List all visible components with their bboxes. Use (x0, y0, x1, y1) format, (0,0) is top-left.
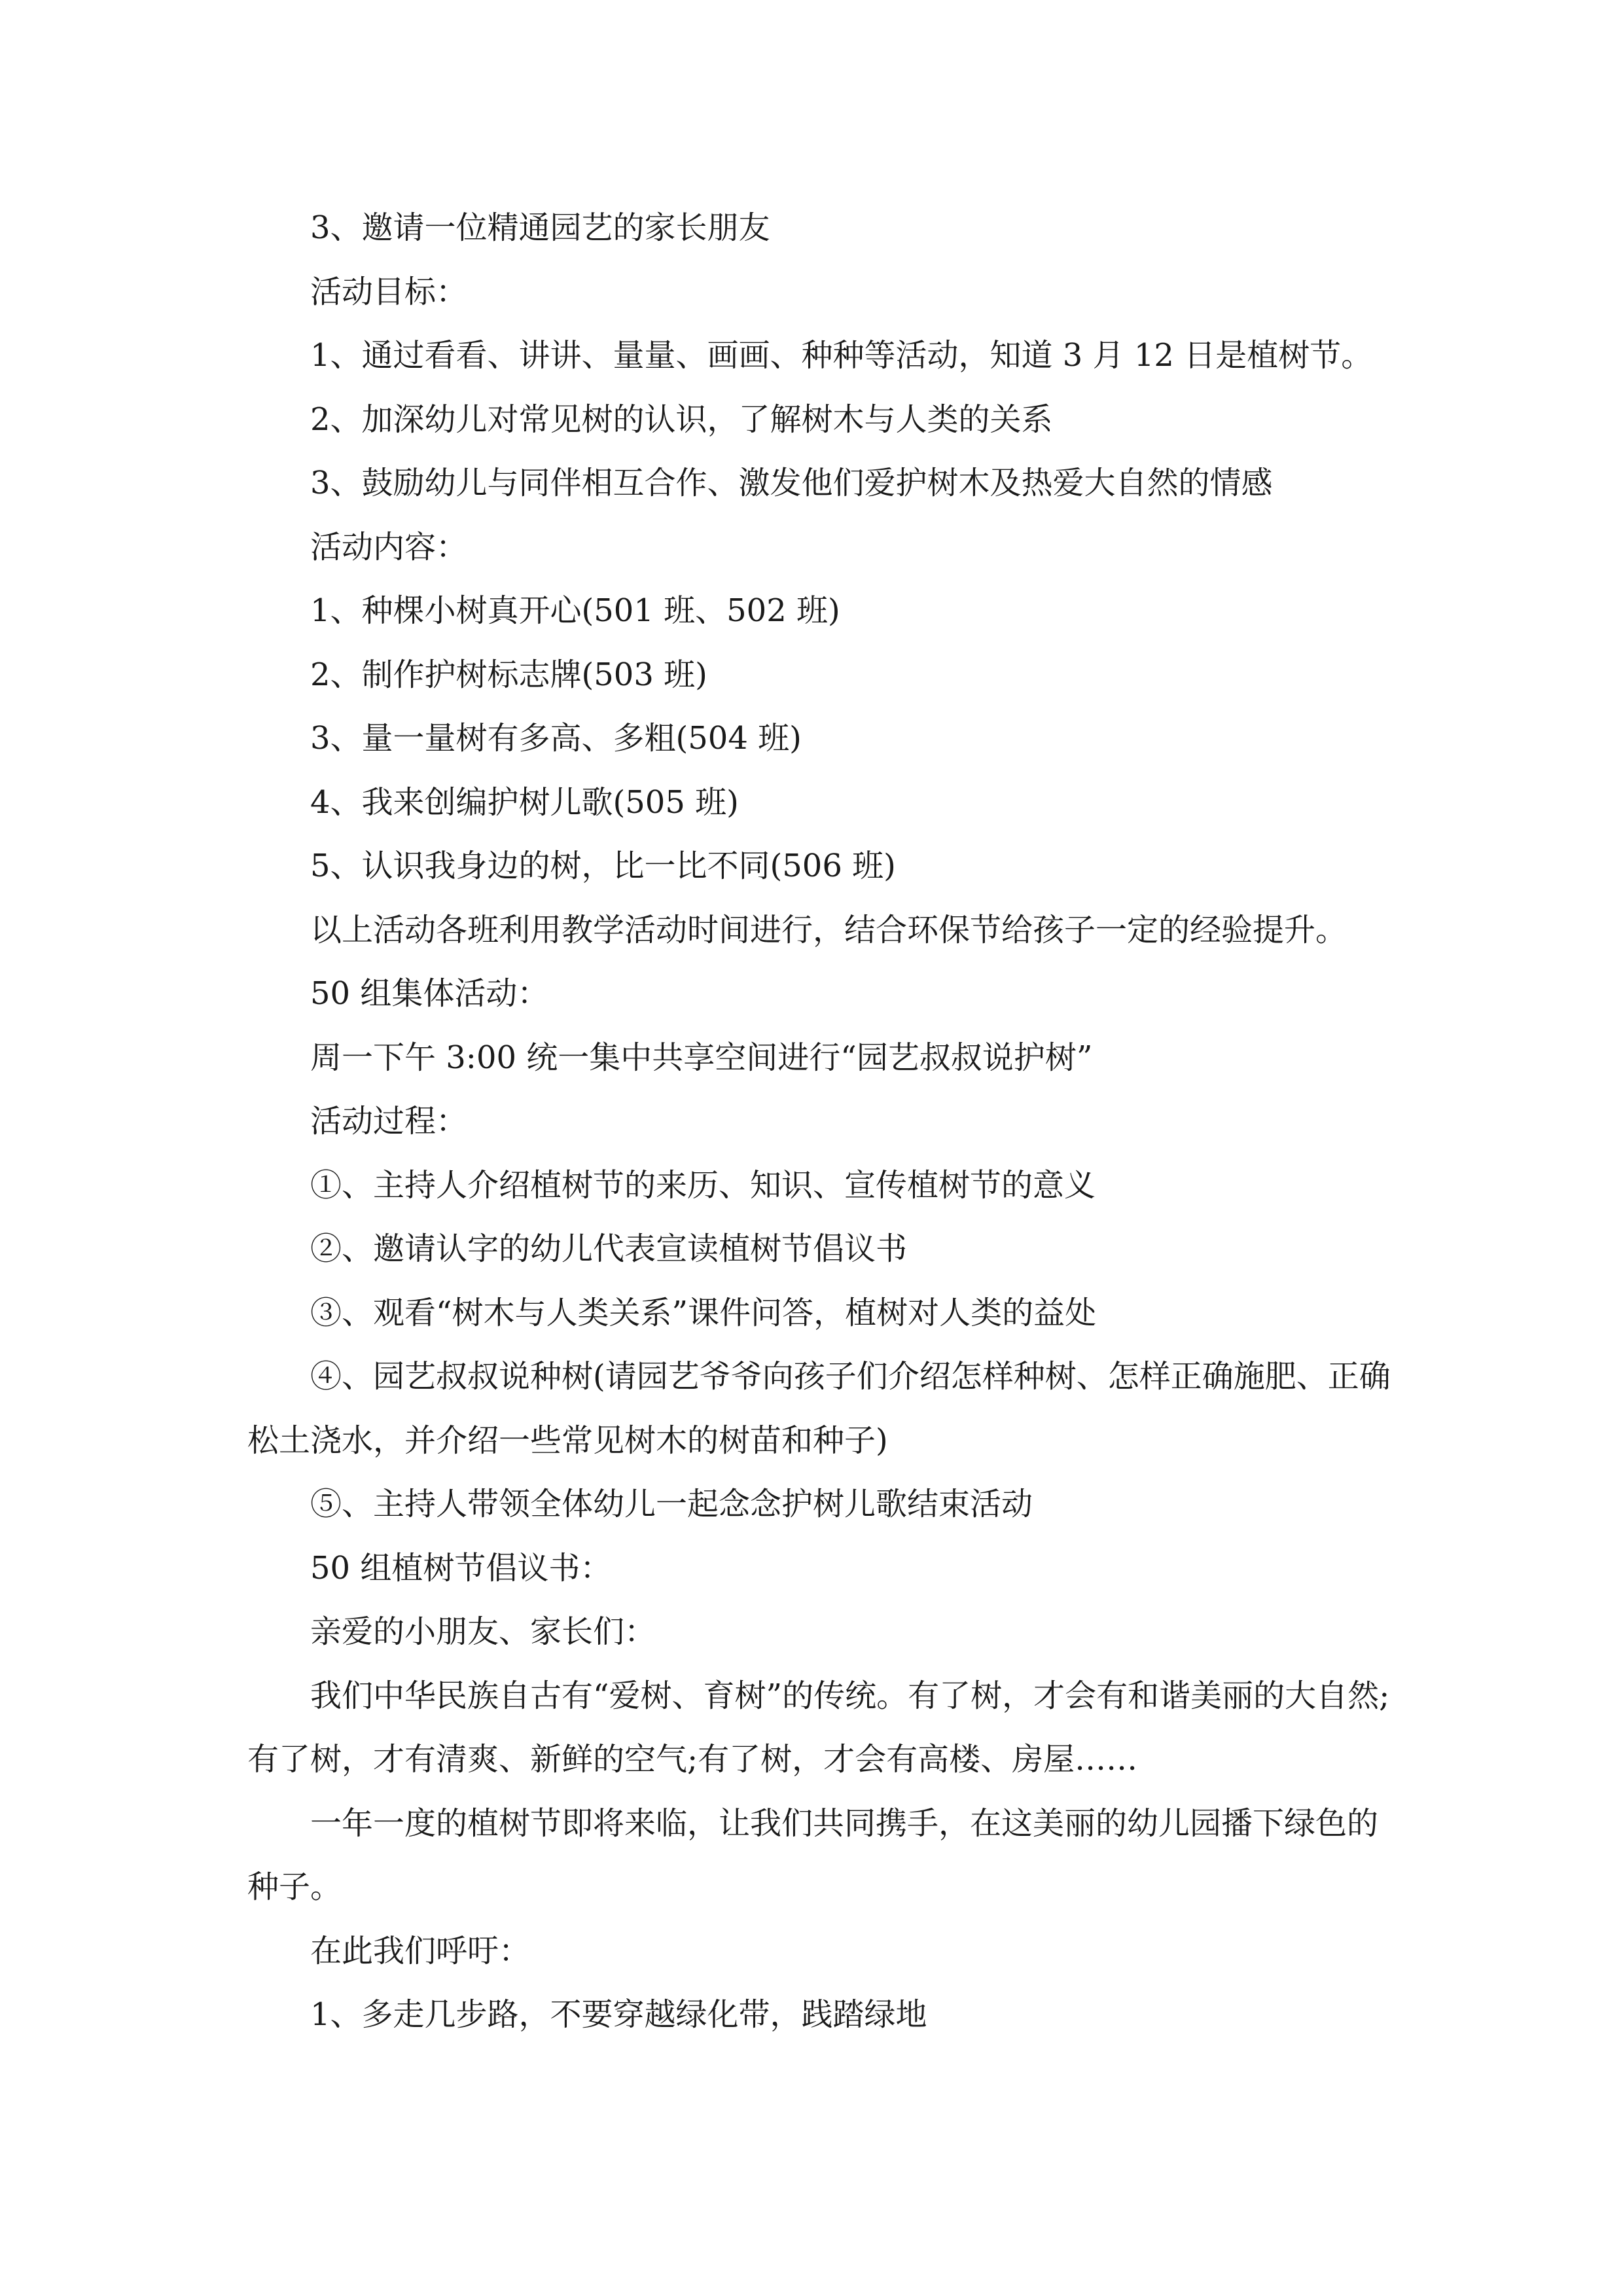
paragraph: 1、通过看看、讲讲、量量、画画、种种等活动，知道 3 月 12 日是植树节。 (310, 337, 1373, 374)
paragraph: 2、加深幼儿对常见树的认识，了解树木与人类的关系 (310, 401, 1053, 438)
paragraph: 我们中华民族自古有“爱树、育树”的传统。有了树，才会有和谐美丽的大自然;有了树，才有清爽、新鲜的空气;有了树，才会有高楼、房屋…… (247, 1677, 1390, 1778)
paragraph: 5、认识我身边的树，比一比不同(506 班) (310, 848, 896, 884)
paragraph: 3、量一量树有多高、多粗(504 班) (310, 720, 802, 757)
paragraph: ⑤、主持人带领全体幼儿一起念念护树儿歌结束活动 (310, 1486, 1033, 1522)
paragraph: 亲爱的小朋友、家长们： (310, 1613, 656, 1650)
paragraph: 在此我们呼吁： (310, 1932, 531, 1969)
paragraph: ①、主持人介绍植树节的来历、知识、宣传植树节的意义 (310, 1166, 1096, 1204)
section-heading: 活动内容： (310, 528, 468, 565)
paragraph: 一年一度的植树节即将来临，让我们共同携手，在这美丽的幼儿园播下绿色的种子。 (247, 1804, 1379, 1905)
paragraph: 以上活动各班利用教学活动时间进行，结合环保节给孩子一定的经验提升。 (310, 911, 1347, 948)
section-heading: 活动目标： (310, 273, 468, 310)
paragraph: 1、种棵小树真开心(501 班、502 班) (310, 592, 840, 629)
paragraph: ④、园艺叔叔说种树(请园艺爷爷向孩子们介绍怎样种树、怎样正确施肥、正确松土浇水，并介绍一些常见树木的树苗和种子) (247, 1358, 1391, 1459)
paragraph: 2、制作护树标志牌(503 班) (310, 656, 707, 693)
section-heading: 活动过程： (310, 1103, 468, 1139)
paragraph: ②、邀请认字的幼儿代表宣读植树节倡议书 (310, 1230, 908, 1267)
paragraph: 3、邀请一位精通园艺的家长朋友 (310, 209, 770, 246)
document-body (247, 196, 1394, 2047)
paragraph: 1、多走几步路，不要穿越绿化带，践踏绿地 (310, 1996, 927, 2033)
paragraph: 4、我来创编护树儿歌(505 班) (310, 783, 739, 821)
paragraph: ③、观看“树木与人类关系”课件问答，植树对人类的益处 (310, 1294, 1097, 1331)
paragraph: 3、鼓励幼儿与同伴相互合作、激发他们爱护树木及热爱大自然的情感 (310, 465, 1273, 501)
section-heading: 50 组植树节倡议书： (310, 1549, 612, 1587)
paragraph: 周一下午 3:00 统一集中共享空间进行“园艺叔叔说护树” (310, 1039, 1093, 1076)
section-heading: 50 组集体活动： (310, 975, 549, 1012)
